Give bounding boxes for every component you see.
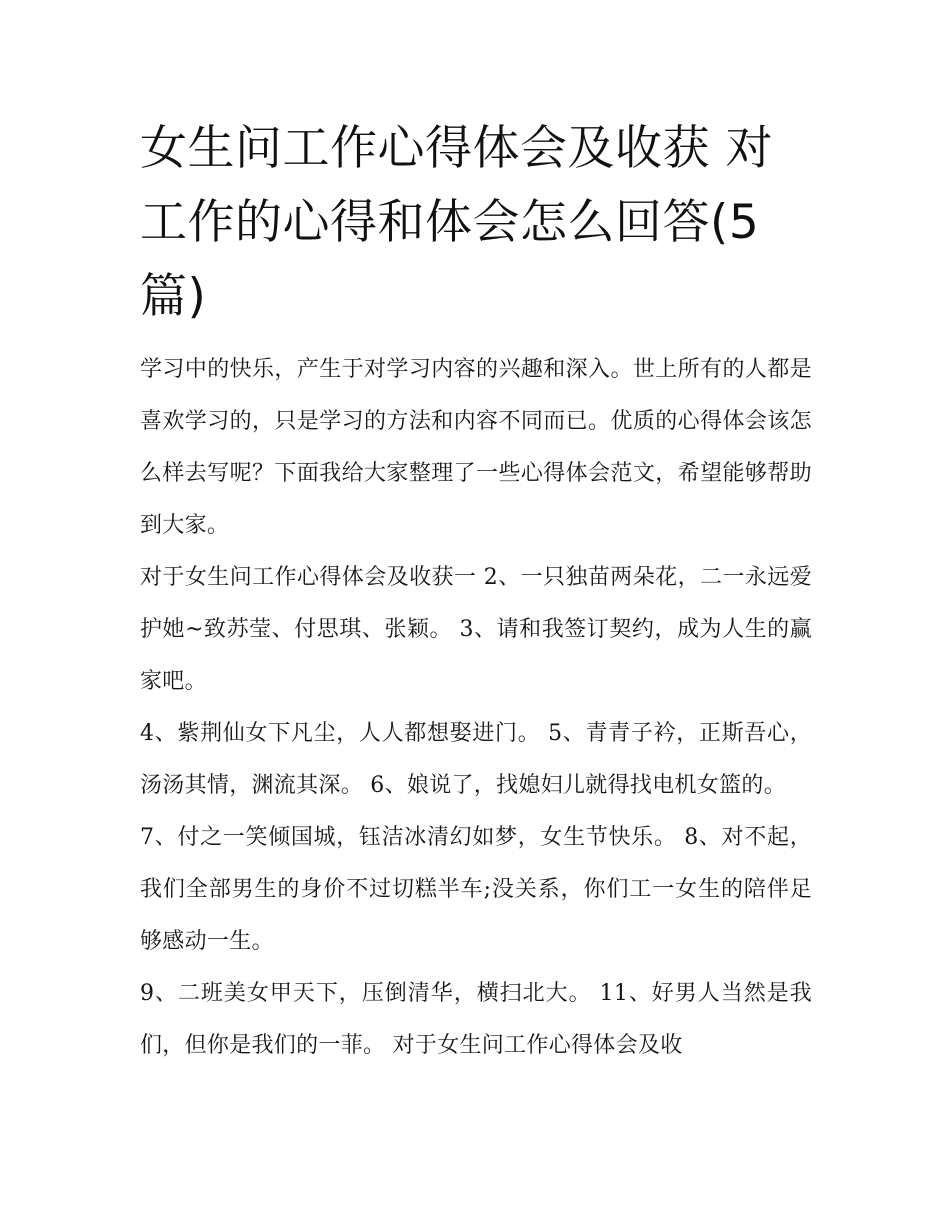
paragraph-1: 对于女生问工作心得体会及收获一 2、一只独苗两朵花，二一永远爱护她~致苏莹、付思琪、张颖。 3、请和我签订契约，成为人生的赢家吧。	[140, 565, 812, 694]
document-body	[140, 112, 812, 1072]
document-title: 女生问工作心得体会及收获 对工作的心得和体会怎么回答(5篇)	[140, 121, 773, 324]
paragraph-intro: 学习中的快乐，产生于对学习内容的兴趣和深入。世上所有的人都是喜欢学习的，只是学习的方法和内容不同而已。优质的心得体会该怎么样去写呢？下面我给大家整理了一些心得体会范文，希望能够帮助到大家。	[140, 357, 812, 538]
paragraph-3: 7、付之一笑倾国城，钰洁冰清幻如梦，女生节快乐。 8、对不起，我们全部男生的身价不过切糕半车;没关系，你们工一女生的陪伴足够感动一生。	[140, 825, 812, 954]
paragraph-2: 4、紫荆仙女下凡尘，人人都想娶进门。 5、青青子衿，正斯吾心，汤汤其情，渊流其深。 6、娘说了，找媳妇儿就得找电机女篮的。	[140, 721, 812, 798]
paragraph-4: 9、二班美女甲天下，压倒清华，横扫北大。 11、好男人当然是我们，但你是我们的一菲。 对于女生问工作心得体会及收	[140, 981, 812, 1058]
